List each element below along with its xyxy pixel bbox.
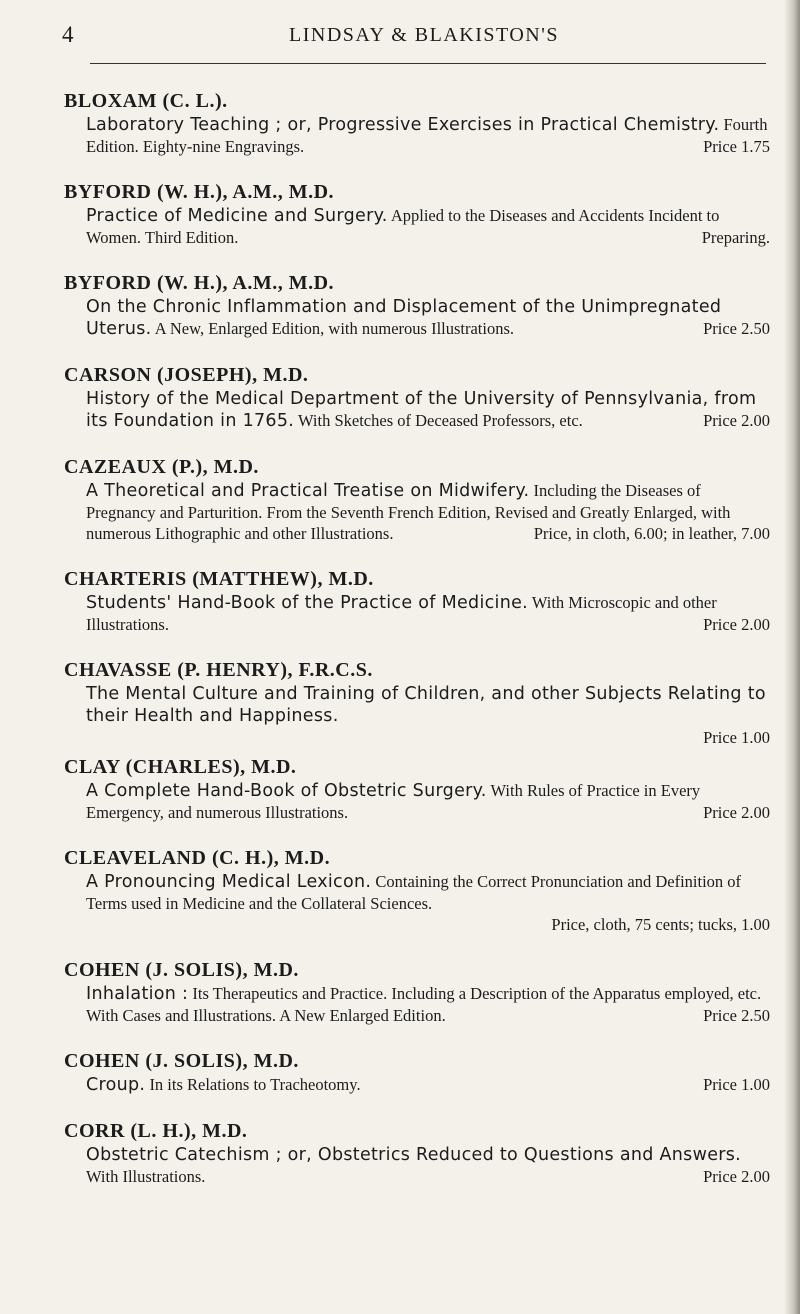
entry-body bbox=[64, 296, 770, 340]
entry-description: With Sketches of Deceased Professors, etc. bbox=[298, 411, 583, 430]
entry-description: Its Therapeutics and Practice. Including a Description of the Apparatus employed, etc. With Cases and Illustrations. A New Enlarged Edition. bbox=[86, 984, 762, 1025]
entry-body bbox=[64, 983, 770, 1026]
entry-author: BYFORD (W. H.), A.M., M.D. bbox=[64, 272, 335, 294]
entry-title: Laboratory Teaching ; or, Progressive Exercises in Practical Chemistry. bbox=[86, 115, 720, 135]
entry-price: Preparing. bbox=[701, 228, 770, 247]
entry-body bbox=[64, 1074, 770, 1096]
entry-price: Price 1.00 bbox=[703, 1075, 770, 1094]
entry-description: Including the Diseases of Pregnancy and Parturition. From the Seventh French Edition, Revised and Greatly Enlarged, with numerous Lithographic and other Illustrations. bbox=[86, 481, 731, 543]
entry-description: A New, Enlarged Edition, with numerous Illustrations. bbox=[154, 319, 515, 338]
entry-author: CORR (L. H.), M.D. bbox=[64, 1120, 248, 1142]
entry-description: In its Relations to Tracheotomy. bbox=[149, 1075, 361, 1094]
entry-author: COHEN (J. SOLIS), M.D. bbox=[64, 1050, 299, 1072]
entry-author: COHEN (J. SOLIS), M.D. bbox=[64, 959, 299, 981]
entry-price: Price 2.00 bbox=[703, 1167, 770, 1186]
catalog-entry bbox=[64, 754, 770, 823]
entry-author: CLAY (CHARLES), M.D. bbox=[64, 756, 297, 778]
header-rule bbox=[90, 63, 766, 64]
entry-title: On the Chronic Inflammation and Displacement of the Unimpregnated Uterus. bbox=[86, 297, 722, 339]
entry-body bbox=[64, 1144, 770, 1187]
entry-title: Students' Hand-Book of the Practice of Medicine. bbox=[86, 593, 529, 613]
page-number: 4 bbox=[62, 22, 74, 47]
entry-body bbox=[64, 871, 770, 935]
catalog-entry bbox=[64, 454, 770, 544]
entry-body bbox=[64, 388, 770, 432]
entry-price: Price 1.75 bbox=[703, 137, 770, 156]
catalog-entry bbox=[64, 657, 770, 748]
entry-description: With Rules of Practice in Every Emergency, and numerous Illustrations. bbox=[86, 781, 701, 822]
entry-body bbox=[64, 205, 770, 248]
entry-price: Price 2.00 bbox=[703, 615, 770, 634]
entry-body bbox=[64, 592, 770, 635]
entry-body bbox=[64, 114, 770, 157]
entry-title: Obstetric Catechism ; or, Obstetrics Reduced to Questions and Answers. bbox=[86, 1145, 742, 1165]
catalog-entry bbox=[64, 566, 770, 635]
catalog-entry bbox=[64, 1048, 770, 1096]
entry-description: Fourth Edition. Eighty-nine Engravings. bbox=[86, 115, 768, 156]
entry-price: Price 2.50 bbox=[703, 1006, 770, 1025]
entry-author: BLOXAM (C. L.). bbox=[64, 90, 228, 112]
entry-description: Containing the Correct Pronunciation and Definition of Terms used in Medicine and the Collateral Sciences. bbox=[86, 872, 742, 913]
catalog-entries bbox=[64, 88, 770, 1209]
entry-price: Price, in cloth, 6.00; in leather, 7.00 bbox=[533, 524, 770, 543]
entry-title: A Theoretical and Practical Treatise on Midwifery. bbox=[86, 481, 530, 501]
entry-author: CHARTERIS (MATTHEW), M.D. bbox=[64, 568, 374, 590]
catalog-entry bbox=[64, 1118, 770, 1187]
catalog-entry bbox=[64, 270, 770, 340]
page-edge-shadow bbox=[784, 0, 800, 1314]
entry-body bbox=[64, 780, 770, 823]
entry-author: CHAVASSE (P. HENRY), F.R.C.S. bbox=[64, 659, 373, 681]
entry-price: Price, cloth, 75 cents; tucks, 1.00 bbox=[551, 915, 770, 934]
entry-title: History of the Medical Department of the University of Pennsylvania, from its Foundation in 1765. bbox=[86, 389, 757, 431]
entry-author: CLEAVELAND (C. H.), M.D. bbox=[64, 847, 331, 869]
entry-title: Croup. bbox=[86, 1075, 146, 1095]
catalog-entry bbox=[64, 88, 770, 157]
catalog-entry bbox=[64, 179, 770, 248]
entry-title: Inhalation : bbox=[86, 984, 189, 1004]
entry-author: BYFORD (W. H.), A.M., M.D. bbox=[64, 181, 335, 203]
catalog-entry bbox=[64, 845, 770, 935]
entry-price: Price 2.50 bbox=[703, 319, 770, 338]
catalog-entry bbox=[64, 362, 770, 432]
entry-description: With Microscopic and other Illustrations. bbox=[86, 593, 717, 634]
entry-title: A Complete Hand-Book of Obstetric Surgery. bbox=[86, 781, 487, 801]
running-head: LINDSAY & BLAKISTON'S bbox=[289, 24, 559, 46]
entry-price: Price 2.00 bbox=[703, 411, 770, 430]
entry-author: CARSON (JOSEPH), M.D. bbox=[64, 364, 309, 386]
entry-description: Applied to the Diseases and Accidents Incident to Women. Third Edition. bbox=[86, 206, 720, 247]
entry-description: With Illustrations. bbox=[86, 1167, 206, 1186]
page-header bbox=[48, 22, 760, 52]
entry-title: A Pronouncing Medical Lexicon. bbox=[86, 872, 372, 892]
entry-body bbox=[64, 683, 770, 748]
entry-title: Practice of Medicine and Surgery. bbox=[86, 206, 388, 226]
entry-price: Price 1.00 bbox=[703, 728, 770, 747]
entry-title: The Mental Culture and Training of Children, and other Subjects Relating to their Health and Happiness. bbox=[86, 684, 766, 726]
entry-author: CAZEAUX (P.), M.D. bbox=[64, 456, 259, 478]
catalog-entry bbox=[64, 957, 770, 1026]
entry-body bbox=[64, 480, 770, 544]
entry-price: Price 2.00 bbox=[703, 803, 770, 822]
